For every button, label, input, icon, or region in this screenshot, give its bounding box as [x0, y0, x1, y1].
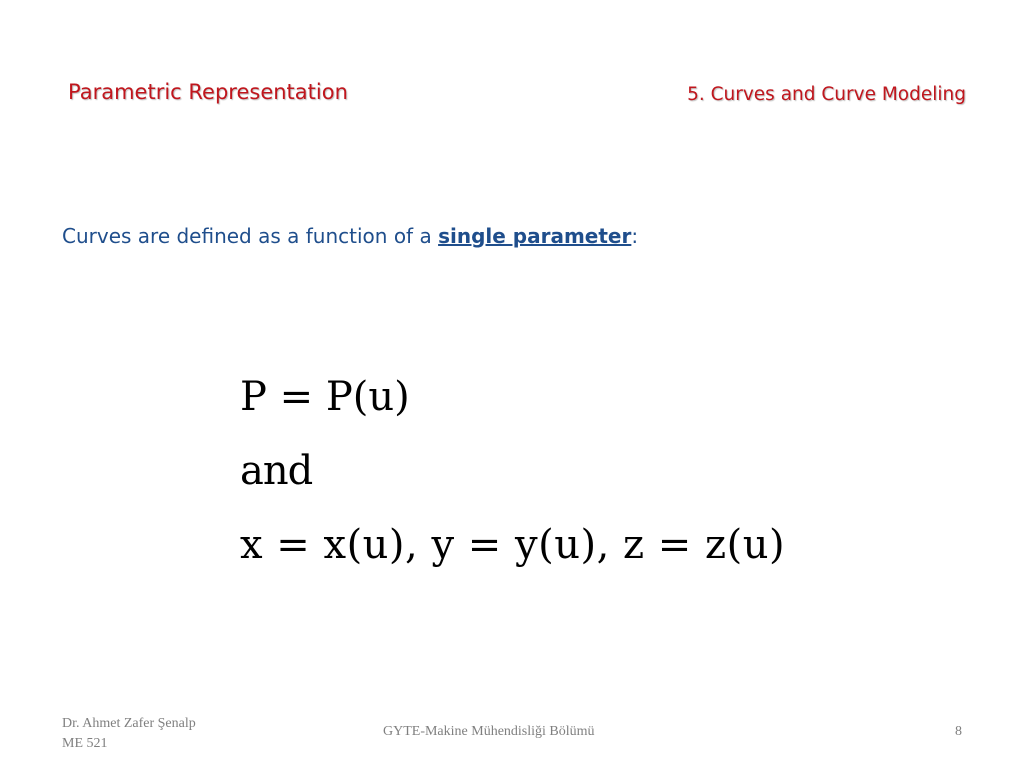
equation-connector: and [240, 448, 313, 494]
section-title: 5. Curves and Curve Modeling [687, 84, 966, 105]
equation-components: x = x(u), y = y(u), z = z(u) [240, 522, 786, 568]
footer-author-block [62, 714, 196, 754]
slide-title: Parametric Representation [68, 80, 348, 104]
intro-text-before: Curves are defined as a function of a [62, 224, 439, 248]
footer-department: GYTE-Makine Mühendisliği Bölümü [383, 724, 595, 739]
intro-text [62, 224, 638, 248]
page-number: 8 [955, 724, 962, 739]
intro-emphasis: single parameter [438, 224, 632, 248]
intro-text-after: : [631, 224, 639, 248]
equation-position: P = P(u) [240, 374, 410, 420]
footer-author: Dr. Ahmet Zafer Şenalp [62, 716, 196, 731]
footer-course: ME 521 [62, 736, 108, 751]
